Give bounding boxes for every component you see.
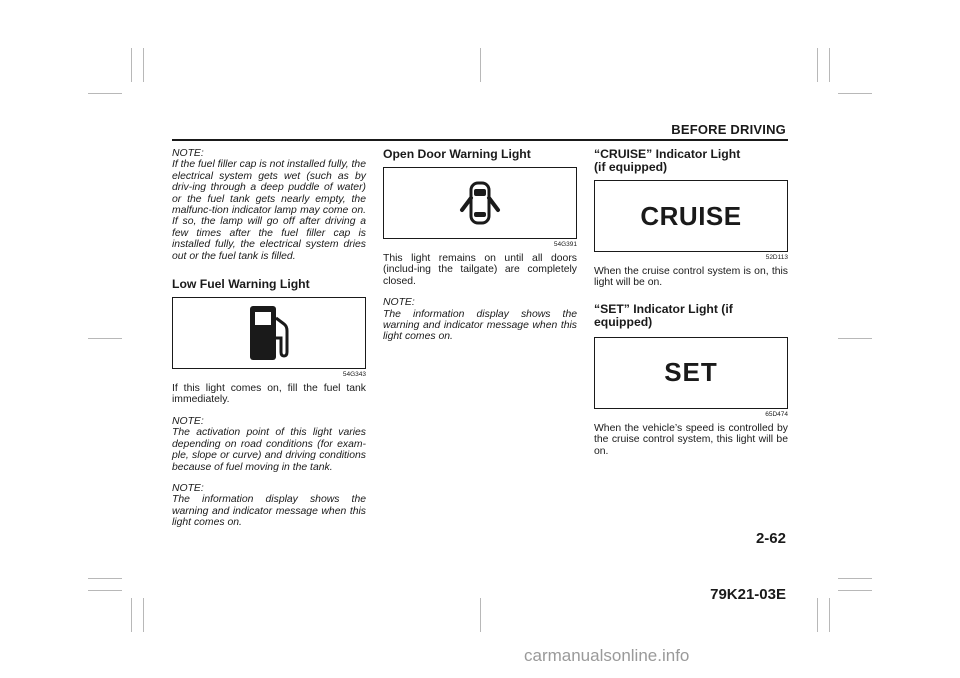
header-rule xyxy=(172,139,788,141)
indicator-box-cruise xyxy=(594,180,788,252)
note-activation-point: NOTE: The activation point of this light varies depending on road conditions (for exam-ple, slope or curve) and driving conditions because of fuel moving in the tank. xyxy=(172,415,366,473)
watermark-text: carmanualsonline.info xyxy=(524,646,690,665)
section-title: BEFORE DRIVING xyxy=(671,122,786,137)
heading-set: “SET” Indicator Light (if equipped) xyxy=(594,301,733,329)
column-middle xyxy=(383,148,577,343)
body-set: When the vehicle’s speed is controlled by the cruise control system, this light will be on. xyxy=(594,422,788,457)
figure-code: 54G343 xyxy=(342,371,366,379)
cruise-indicator-text: CRUISE xyxy=(640,200,742,231)
figure-code: 52D113 xyxy=(765,254,788,261)
body-open-door: This light remains on until all doors (includ-ing the tailgate) are completely closed. xyxy=(383,253,577,287)
set-indicator-text: SET xyxy=(664,357,718,388)
heading-cruise: “CRUISE” Indicator Light (if equipped) xyxy=(594,147,741,174)
page-number: 2-62 xyxy=(755,530,786,547)
document-code: 79K21-03E xyxy=(710,586,786,603)
note-fuel-cap: NOTE: If the fuel filler cap is not installed fully, the electrical system gets wet (such as by driv-ing through a deep puddle of water) or the fuel tank gets nearly empty, the malfunc-tion indicator lamp may come on. If so, the lamp will go off after driving a few times after the fuel filler cap is installed fully, the electrical system dries out or the fuel tank is filled. xyxy=(172,148,366,262)
figure-code: 65D474 xyxy=(765,410,788,418)
open-door-car-icon xyxy=(457,180,503,226)
note-info-display: NOTE: The information display shows the warning and indicator message when this light comes on. xyxy=(383,297,577,343)
body-cruise: When the cruise control system is on, this light will be on. xyxy=(594,266,788,289)
column-left xyxy=(172,148,366,529)
note-info-display: NOTE: The information display shows the warning and indicator message when this light comes on. xyxy=(172,482,366,529)
column-right xyxy=(594,148,788,457)
fuel-pump-icon xyxy=(246,304,292,362)
heading-open-door: Open Door Warning Light xyxy=(383,147,531,161)
heading-low-fuel: Low Fuel Warning Light xyxy=(172,277,310,292)
indicator-box-set xyxy=(594,337,788,409)
body-low-fuel: If this light comes on, fill the fuel tank immediately. xyxy=(172,383,366,406)
figure-code: 54G391 xyxy=(553,241,577,248)
indicator-box-open-door xyxy=(383,167,577,239)
indicator-box-low-fuel xyxy=(172,297,366,369)
